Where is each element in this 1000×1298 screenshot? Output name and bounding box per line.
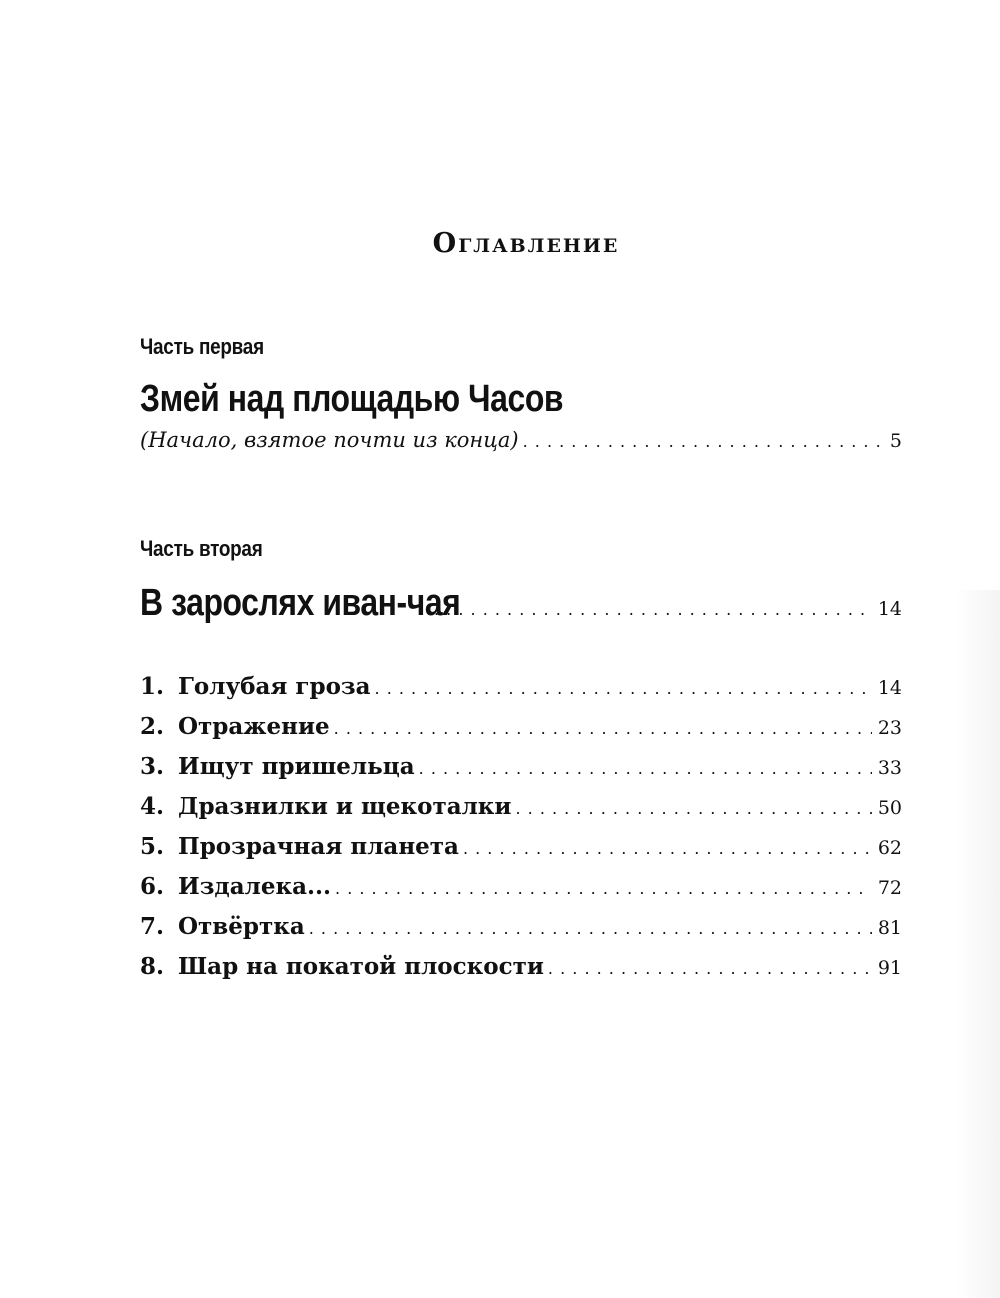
dot-leader xyxy=(523,432,884,451)
chapter-entry[interactable] xyxy=(140,673,902,700)
chapter-number: 7. xyxy=(140,913,165,940)
page-number: 91 xyxy=(877,957,902,979)
chapter-title: Отвёртка xyxy=(178,913,305,940)
chapter-title: Отражение xyxy=(178,713,330,740)
page-number: 5 xyxy=(889,430,902,452)
toc-title: Оглавление xyxy=(432,228,620,259)
page-number: 14 xyxy=(877,598,902,620)
page-edge-shade xyxy=(955,590,1000,1298)
dot-leader xyxy=(335,879,872,898)
chapter-number: 4. xyxy=(140,793,165,820)
chapter-title: Голубая гроза xyxy=(178,673,371,700)
chapter-number: 1. xyxy=(140,673,165,700)
part-one-title: Змей над площадью Часов xyxy=(140,378,564,420)
part-two-title-entry[interactable] xyxy=(140,582,902,625)
chapter-entry[interactable] xyxy=(140,913,902,940)
dot-leader xyxy=(515,799,871,818)
part-two-label: Часть вторая xyxy=(140,536,263,561)
page-number: 72 xyxy=(877,877,902,899)
chapter-number: 8. xyxy=(140,953,165,980)
page-number: 50 xyxy=(877,797,902,819)
dot-leader xyxy=(434,600,872,619)
part-one-subtitle-entry[interactable] xyxy=(140,428,902,452)
page-number: 14 xyxy=(877,677,902,699)
part-one-label: Часть первая xyxy=(140,334,264,359)
page-number: 23 xyxy=(877,717,902,739)
chapter-title: Ищут пришельца xyxy=(178,753,415,780)
part-one-subtitle: (Начало, взятое почти из конца) xyxy=(140,428,519,452)
chapter-number: 3. xyxy=(140,753,165,780)
chapter-title: Издалека... xyxy=(178,873,332,900)
page-number: 62 xyxy=(877,837,902,859)
dot-leader xyxy=(463,839,872,858)
dot-leader xyxy=(334,719,872,738)
chapter-title: Дразнилки и щекоталки xyxy=(178,793,512,820)
chapter-entry[interactable] xyxy=(140,953,902,980)
page-number: 81 xyxy=(877,917,902,939)
chapter-entry[interactable] xyxy=(140,793,902,820)
chapter-number: 5. xyxy=(140,833,165,860)
chapter-entry[interactable] xyxy=(140,713,902,740)
chapter-number: 6. xyxy=(140,873,165,900)
chapter-number: 2. xyxy=(140,713,165,740)
dot-leader xyxy=(548,959,872,978)
chapter-entry[interactable] xyxy=(140,873,902,900)
chapter-entry[interactable] xyxy=(140,753,902,780)
page-number: 33 xyxy=(877,757,902,779)
chapter-entry[interactable] xyxy=(140,833,902,860)
chapter-title: Прозрачная планета xyxy=(178,833,459,860)
dot-leader xyxy=(375,679,872,698)
chapter-title: Шар на покатой плоскости xyxy=(178,953,544,980)
dot-leader xyxy=(309,919,872,938)
dot-leader xyxy=(419,759,872,778)
part-two-title: В зарослях иван-чая xyxy=(140,582,461,624)
